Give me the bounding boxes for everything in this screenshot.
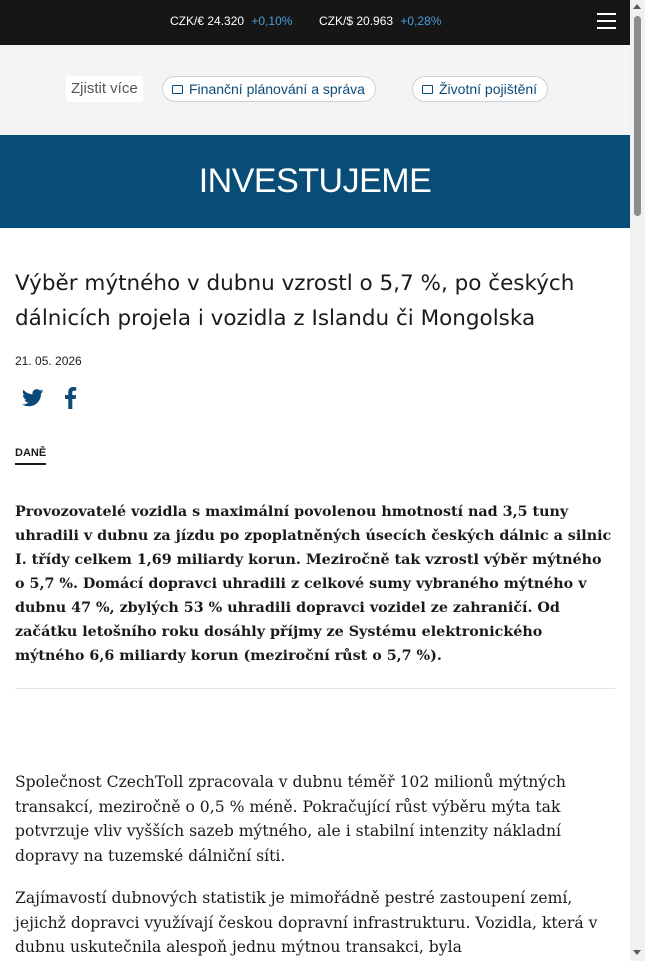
divider <box>15 688 615 689</box>
scrollbar[interactable] <box>630 0 645 961</box>
subnav-link-label: Životní pojištění <box>439 81 538 97</box>
rate-change: +0,28% <box>400 14 442 28</box>
scroll-down-arrow-icon[interactable] <box>633 950 641 955</box>
sub-navigation <box>0 45 630 135</box>
facebook-icon[interactable] <box>64 387 77 409</box>
article-date: 21. 05. 2026 <box>15 354 82 368</box>
exchange-rate-usd[interactable] <box>319 14 441 28</box>
scrollbar-thumb[interactable] <box>634 16 641 216</box>
article-paragraph: Společnost CzechToll zpracovala v dubnu téměř 102 milionů mýtných transakcí, meziročně o 0,5 % méně. Pokračující růst výběru mýta tak potvrzuje vliv vyšších sazeb mýtného, ale i stabilní intenzity nákladní dopravy na tuzemské dálniční síti. <box>15 773 566 865</box>
subnav-link-life-insurance[interactable] <box>412 76 548 102</box>
twitter-icon[interactable] <box>22 389 44 407</box>
exchange-rate-eur[interactable] <box>170 14 292 28</box>
subnav-link-financial-planning[interactable] <box>162 76 376 102</box>
newspaper-icon <box>172 85 183 94</box>
rate-value: 20.963 <box>356 14 394 28</box>
top-bar <box>0 0 630 45</box>
newspaper-icon <box>422 85 433 94</box>
article-tag[interactable]: DANĚ <box>15 447 46 465</box>
article-lead: Provozovatelé vozidla s maximální povolenou hmotností nad 3,5 tuny uhradili v dubnu za jízdu po zpoplatněných úsecích českých dálnic a silnic I. třídy celkem 1,69 miliardy korun. Meziročně tak vzrostl výběr mýtného o 5,7 %. Domácí dopravci uhradili z celkové sumy vybraného mýtného v dubnu 47 %, zbylých 53 % uhradili dopravci vozidel ze zahraničí. Od začátku letošního roku dosáhly příjmy ze Systému elektronického mýtného 6,6 miliardy korun (meziroční růst o 5,7 %). <box>15 504 612 664</box>
subnav-link-label: Finanční plánování a správa <box>189 81 365 97</box>
rate-change: +0,10% <box>251 14 293 28</box>
rate-pair: CZK/$ <box>319 14 354 28</box>
scroll-up-arrow-icon[interactable] <box>633 4 641 9</box>
article-title: Výběr mýtného v dubnu vzrostl o 5,7 %, po českých dálnicích projela i vozidla z Islandu či Mongolska <box>15 271 575 331</box>
rate-pair: CZK/€ <box>170 14 205 28</box>
rate-value: 24.320 <box>207 14 245 28</box>
site-logo[interactable]: INVESTUJEME <box>198 162 432 200</box>
subnav-label: Zjistit více <box>66 76 143 102</box>
hamburger-icon[interactable] <box>597 13 616 30</box>
brand-banner <box>0 135 630 228</box>
article-paragraph: Zajímavostí dubnových statistik je mimořádně pestré zastoupení zemí, jejichž dopravci využívají českou dopravní infrastrukturu. Vozidla, která v dubnu uskutečnila alespoň jednu mýtnou transakci, byla <box>15 889 598 956</box>
